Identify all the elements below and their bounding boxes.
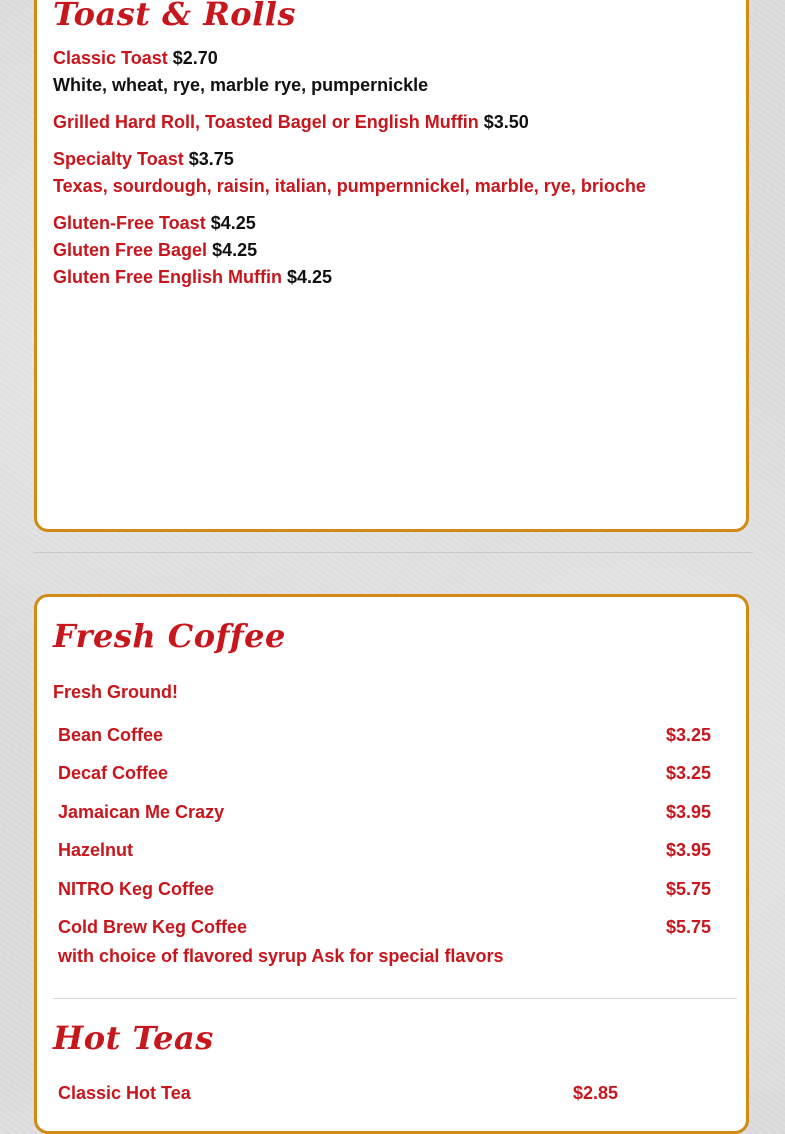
menu-item-classic-hot-tea: [58, 1083, 618, 1104]
item-description: White, wheat, rye, marble rye, pumpernickle: [53, 75, 429, 95]
item-description: Texas, sourdough, raisin, italian, pumpernnickel, marble, rye, brioche: [53, 176, 646, 196]
cold-brew-note: [58, 946, 711, 967]
item-name: Gluten-Free Toast: [53, 213, 206, 233]
menu-item-gluten-free-bagel: [53, 240, 257, 261]
section-divider: [53, 998, 737, 999]
toast-rolls-panel: [34, 0, 749, 532]
item-name: Cold Brew Keg Coffee: [58, 917, 248, 937]
item-price: $5.75: [665, 917, 711, 937]
toast-rolls-title: Toast & Rolls: [53, 0, 296, 33]
item-name: Jamaican Me Crazy: [58, 802, 225, 822]
coffee-subtitle: Fresh Ground!: [53, 682, 178, 702]
item-price: $4.25: [287, 267, 333, 287]
item-price: $5.75: [665, 879, 711, 899]
item-name: Specialty Toast: [53, 149, 184, 169]
item-note: with choice of flavored syrup Ask for special flavors: [58, 946, 504, 966]
item-name: Bean Coffee: [58, 725, 164, 745]
section-divider: [34, 552, 753, 553]
item-price: $3.50: [483, 112, 529, 132]
menu-item-specialty-toast: [53, 149, 234, 170]
item-name: Hazelnut: [58, 840, 134, 860]
item-price: $3.95: [665, 802, 711, 822]
menu-item-cold-brew-keg-coffee: [58, 917, 711, 938]
menu-item-jamaican-me-crazy: [58, 802, 711, 823]
hot-teas-title: Hot Teas: [53, 1019, 214, 1057]
item-price: $3.25: [665, 763, 711, 783]
item-name: NITRO Keg Coffee: [58, 879, 215, 899]
item-name: Grilled Hard Roll, Toasted Bagel or English Muffin: [53, 112, 479, 132]
item-price: $2.70: [172, 48, 218, 68]
menu-item-nitro-keg-coffee: [58, 879, 711, 900]
item-price: $2.85: [572, 1083, 618, 1103]
menu-item-decaf-coffee: [58, 763, 711, 784]
item-price: $4.25: [210, 213, 256, 233]
item-price: $4.25: [212, 240, 258, 260]
item-name: Gluten Free Bagel: [53, 240, 208, 260]
menu-item-classic-toast: [53, 48, 218, 69]
item-name: Classic Hot Tea: [58, 1083, 191, 1103]
menu-item-bean-coffee: [58, 725, 711, 746]
menu-item-grilled-roll: [53, 112, 529, 133]
item-name: Classic Toast: [53, 48, 168, 68]
fresh-coffee-panel: [34, 594, 749, 1134]
fresh-coffee-title: Fresh Coffee: [53, 617, 286, 655]
item-name: Decaf Coffee: [58, 763, 169, 783]
item-price: $3.25: [665, 725, 711, 745]
item-price: $3.75: [188, 149, 234, 169]
item-name: Gluten Free English Muffin: [53, 267, 282, 287]
item-price: $3.95: [665, 840, 711, 860]
menu-item-hazelnut: [58, 840, 711, 861]
menu-item-gluten-free-toast: [53, 213, 256, 234]
menu-item-gluten-free-english-muffin: [53, 267, 332, 288]
